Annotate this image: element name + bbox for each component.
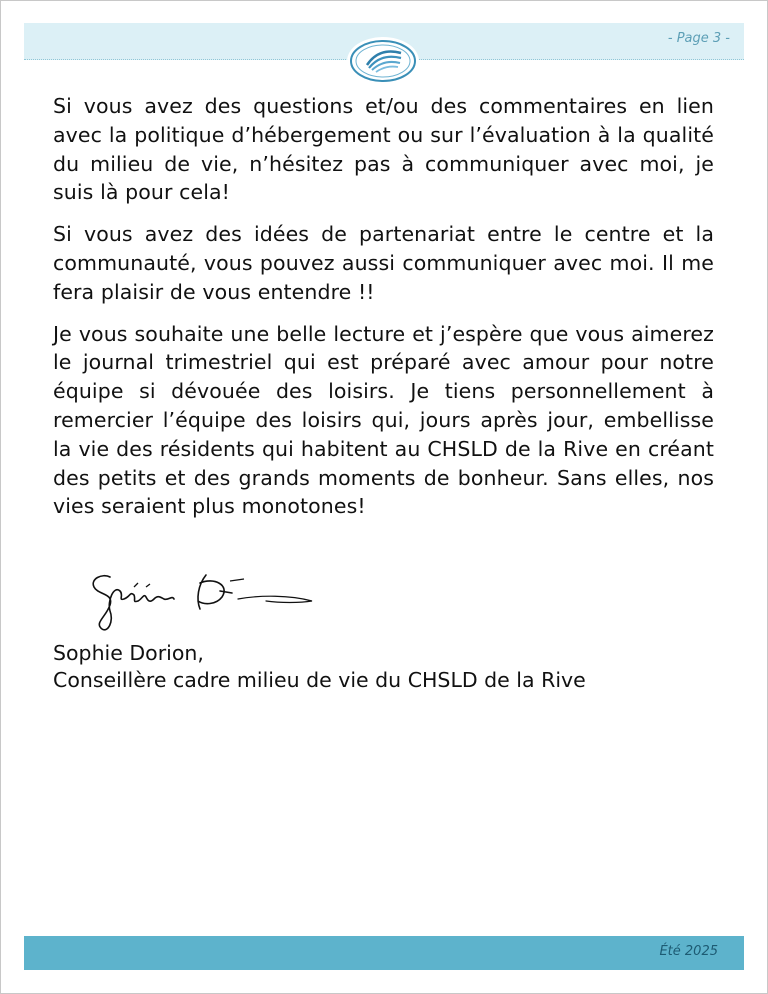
signer-title: Conseillère cadre milieu de vie du CHSLD de la Rive: [53, 668, 586, 692]
signer-name: Sophie Dorion,: [53, 641, 204, 665]
organization-logo-icon: [345, 35, 421, 87]
letter-body: [53, 92, 714, 534]
page-footer: [24, 936, 744, 970]
page-number: - Page 3 -: [667, 31, 730, 46]
handwritten-signature-icon: [80, 565, 320, 637]
edition-label: Été 2025: [659, 944, 718, 959]
paragraph: Si vous avez des idées de partenariat entre le centre et la communauté, vous pouvez aussi communiquer avec moi. Il me fera plaisir de vous entendre !!: [53, 222, 714, 304]
paragraph: Si vous avez des questions et/ou des commentaires en lien avec la politique d’hébergement ou sur l’évaluation à la qualité du milieu de vie, n’hésitez pas à communiquer avec moi, je suis là pour cela!: [53, 94, 714, 205]
signer-block: [53, 640, 586, 694]
paragraph: Je vous souhaite une belle lecture et j’espère que vous aimerez le journal trimestriel qui est préparé avec amour pour notre équipe si dévouée des loisirs. Je tiens personnellement à remercier l’équipe des loisirs qui, jours après jour, embellisse la vie des résidents qui habitent au CHSLD de la Rive en créant des petits et des grands moments de bonheur. Sans elles, nos vies seraient plus monotones!: [53, 321, 714, 519]
